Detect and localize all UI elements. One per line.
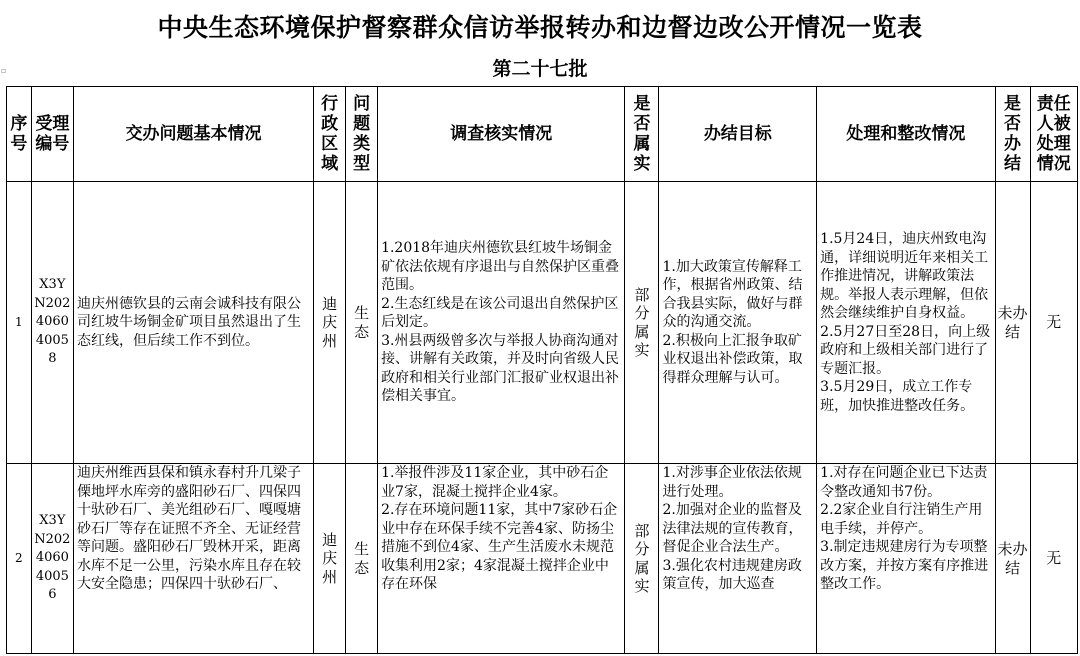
cell-handling-text bbox=[817, 464, 994, 653]
handling-item: 3.制定违规建房行为专项整改方案，并按方案有序推进整改工作。 bbox=[820, 539, 989, 592]
header-handling: 处理和整改情况 bbox=[817, 87, 995, 182]
anchor-marker: ▫ bbox=[1, 66, 7, 75]
page-title: 中央生态环境保护督察群众信访举报转办和边督边改公开情况一览表 bbox=[157, 13, 923, 42]
header-verified: 是否属实 bbox=[625, 87, 659, 182]
cell-goal bbox=[659, 464, 817, 654]
cell-issue: 迪庆州德钦县的云南会诚科技有限公司红坡牛场铜金矿项目虽然退出了生态红线，但后续工作不到位。 bbox=[73, 182, 313, 464]
goal-item: 3.强化农村违规建房政策宣传，加大巡查 bbox=[662, 557, 802, 592]
handling-item: 1.对存在问题企业已下达责令整改通知书7份。 bbox=[820, 465, 988, 500]
investigation-item: 1.举报件涉及11家企业，其中砂石企业7家，混凝土搅拌企业4家。 bbox=[381, 465, 609, 500]
cell-verified: 部分属实 bbox=[625, 182, 659, 464]
header-closed: 是否办结 bbox=[995, 87, 1030, 182]
cell-accountability: 无 bbox=[1030, 464, 1077, 654]
table-row bbox=[7, 182, 1078, 464]
handling-item: 1.5月24日，迪庆州致电沟通，详细说明近年来相关工作推进情况，讲解政策法规。举报人表示理解，但依然会继续维护自身权益。 bbox=[820, 231, 989, 321]
handling-item: 2.2家企业自行注销生产用电手续，并停产。 bbox=[820, 502, 983, 537]
header-row bbox=[7, 87, 1078, 182]
cell-investigation bbox=[378, 182, 625, 464]
investigation-item: 2.存在环境问题11家，其中7家砂石企业中存在环保手续不完善4家、防扬尘措施不到位4家、生产生活废水未规范收集利用2家；4家混凝土搅拌企业中存在环保 bbox=[381, 502, 618, 592]
cell-handling bbox=[817, 464, 995, 654]
cell-handling bbox=[817, 182, 995, 464]
header-seq: 序号 bbox=[7, 87, 32, 182]
cell-id: X3YN202406040058 bbox=[31, 182, 73, 464]
cell-seq: 1 bbox=[7, 182, 32, 464]
table-row bbox=[7, 464, 1078, 654]
goal-item: 1.对涉事企业依法依规进行处理。 bbox=[662, 465, 802, 500]
header-accountability: 责任人被处理情况 bbox=[1030, 87, 1077, 182]
goal-item: 2.积极向上汇报争取矿业权退出补偿政策，取得群众理解与认可。 bbox=[662, 332, 803, 386]
header-goal: 办结目标 bbox=[659, 87, 817, 182]
cell-id: X3YN202406040056 bbox=[31, 464, 73, 654]
cell-region: 迪庆州 bbox=[314, 464, 346, 654]
header-id: 受理编号 bbox=[31, 87, 73, 182]
cell-investigation bbox=[378, 464, 625, 654]
goal-item: 2.加强对企业的监督及法律法规的宣传教育，督促企业合法生产。 bbox=[662, 502, 803, 555]
cell-goal-text bbox=[659, 464, 816, 653]
cell-region: 迪庆州 bbox=[314, 182, 346, 464]
investigation-item: 1.2018年迪庆州德钦县红坡牛场铜金矿依法依规有序退出与自然保护区重叠范围。 bbox=[381, 240, 620, 294]
header-type: 问题类型 bbox=[346, 87, 378, 182]
header-investigation: 调查核实情况 bbox=[378, 87, 625, 182]
cell-closed: 未办结 bbox=[995, 464, 1030, 654]
cell-accountability: 无 bbox=[1030, 182, 1077, 464]
cell-verified: 部分属实 bbox=[625, 464, 659, 654]
batch-subtitle: 第二十七批 bbox=[492, 58, 588, 80]
cell-closed: 未办结 bbox=[995, 182, 1030, 464]
cell-type: 生态 bbox=[346, 182, 378, 464]
goal-item: 1.加大政策宣传解释工作，根据省州政策、结合我县实际，做好与群众的沟通交流。 bbox=[662, 258, 803, 331]
investigation-item: 2.生态红线是在该公司退出自然保护区后划定。 bbox=[381, 295, 619, 331]
handling-item: 2.5月27日至28日，向上级政府和上级相关部门进行了专题汇报。 bbox=[820, 323, 991, 377]
header-region: 行政区域 bbox=[314, 87, 346, 182]
cell-issue-text: 迪庆州维西县保和镇永春村升几梁子傈地坪水库旁的盛阳砂石厂、四保四十驮砂石厂、美光组砂石厂、嘎嘎塘砂石厂等存在证照不齐全、无证经营等问题。盛阳砂石厂毁林开采，距离水库不足一公里，污染水库且存在较大安全隐患；四保四十驮砂石厂、 bbox=[76, 465, 301, 592]
cell-type: 生态 bbox=[346, 464, 378, 654]
investigation-item: 3.州县两级曾多次与举报人协商沟通对接、讲解有关政策，并及时向省级人民政府和相关行业部门汇报矿业权退出补偿相关事宜。 bbox=[381, 332, 620, 405]
header-issue: 交办问题基本情况 bbox=[73, 87, 313, 182]
cell-investigation-text bbox=[378, 464, 624, 653]
handling-item: 3.5月29日，成立工作专班，加快推进整改任务。 bbox=[820, 379, 975, 414]
cell-goal bbox=[659, 182, 817, 464]
petition-table bbox=[6, 86, 1078, 654]
cell-issue bbox=[73, 464, 313, 654]
cell-seq: 2 bbox=[7, 464, 32, 654]
